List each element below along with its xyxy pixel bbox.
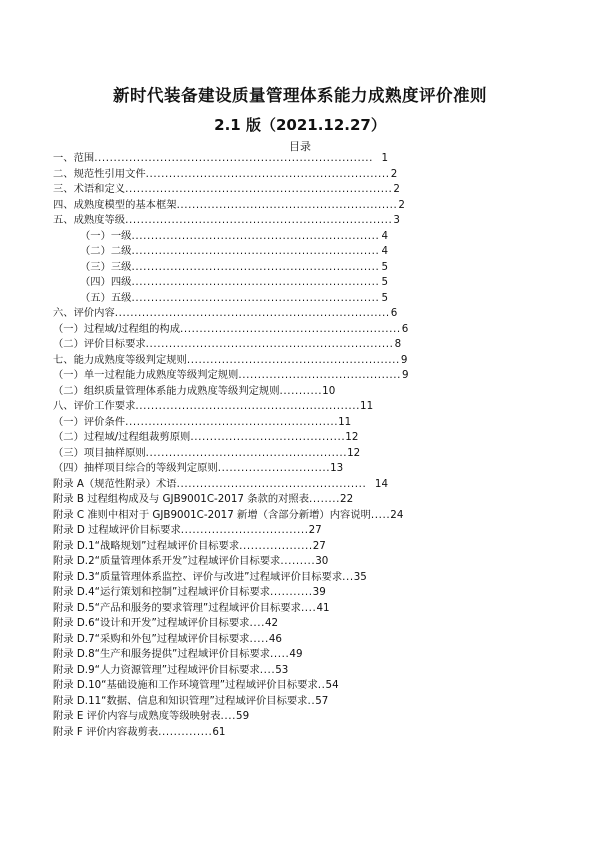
toc-entry-leader: ..... <box>249 632 269 645</box>
toc-entry[interactable] <box>53 616 278 630</box>
toc-entry-page: 27 <box>312 539 326 552</box>
toc-entry-text: 三、术语和定义 <box>53 183 126 195</box>
toc-entry-page: 13 <box>330 462 344 474</box>
toc-entry-leader: ................................................................ <box>131 276 380 288</box>
toc-entry-leader: ......... <box>280 555 316 567</box>
toc-entry[interactable] <box>53 709 249 723</box>
toc-entry-text: （四）四级 <box>80 276 132 288</box>
toc-entry-leader: ................................. <box>180 524 309 536</box>
toc-entry-text: 附录 D.8“生产和服务提供”过程域评价目标要求 <box>53 648 271 660</box>
toc-entry-text: 八、评价工作要求 <box>53 400 136 412</box>
toc-entry-page: 2 <box>393 183 400 195</box>
toc-entry[interactable] <box>53 322 409 336</box>
toc-entry-leader: ............................................................... <box>145 167 390 180</box>
toc-entry[interactable] <box>80 229 388 243</box>
toc-entry-leader: ....................................................... <box>186 353 400 366</box>
toc-entry-text: 附录 D.5“产品和服务的要求管理”过程域评价目标要求 <box>53 601 301 614</box>
toc-entry-text: 附录 F 评价内容裁剪表 <box>53 725 159 738</box>
toc-entry-leader: ........... <box>279 384 323 397</box>
toc-entry-leader: .... <box>220 710 237 722</box>
toc-entry[interactable] <box>53 151 388 165</box>
toc-entry-page: 8 <box>394 338 402 350</box>
toc-entry-page: 4 <box>381 245 388 257</box>
toc-entry[interactable] <box>53 167 398 181</box>
toc-entry-page: 22 <box>340 493 354 505</box>
toc-entry[interactable] <box>53 477 388 491</box>
toc-entry-text: 附录 E 评价内容与成熟度等级映射表 <box>53 710 221 722</box>
toc-entry-leader: ....................................................... <box>125 415 339 428</box>
toc-entry[interactable] <box>53 430 358 444</box>
toc-entry-leader: ................... <box>239 539 313 552</box>
toc-entry-leader: ....................................................................... <box>114 307 390 319</box>
toc-entry-page: 9 <box>402 369 409 381</box>
toc-entry-page: 35 <box>353 570 367 583</box>
toc-entry-text: （二）过程域/过程组裁剪原则 <box>53 431 191 443</box>
toc-entry-leader: .... <box>300 601 317 614</box>
toc-entry-page: 12 <box>345 431 359 443</box>
toc-entry[interactable] <box>53 694 328 708</box>
toc-entry-leader: ............................. <box>217 462 331 474</box>
toc-entry-leader: ..................................................................... <box>125 183 393 195</box>
toc-entry-page: 2 <box>390 167 398 180</box>
toc-entry-text: （一）一级 <box>80 229 132 242</box>
toc-entry-text: 四、成熟度模型的基本框架 <box>53 198 177 211</box>
toc-entry-leader: ..... <box>370 508 391 521</box>
toc-entry-page: 3 <box>393 214 400 226</box>
toc-entry-text: 附录 C 准则中相对于 GJB9001C-2017 新增（含部分新增）内容说明 <box>53 508 371 521</box>
toc-entry[interactable] <box>53 601 330 615</box>
toc-entry[interactable] <box>53 508 403 522</box>
toc-entry-text: 附录 D.1“战略规划”过程域评价目标要求 <box>53 539 240 552</box>
toc-entry[interactable] <box>53 632 282 646</box>
document-version: 2.1 版（2021.12.27） <box>214 116 386 134</box>
toc-entry[interactable] <box>53 182 400 196</box>
toc-entry[interactable] <box>80 260 388 274</box>
toc-entry-page: 30 <box>315 555 329 567</box>
toc-entry-page: 61 <box>212 725 226 738</box>
toc-entry-leader: .. <box>317 679 326 691</box>
toc-entry-page: 14 <box>374 477 388 490</box>
toc-entry[interactable] <box>53 461 343 475</box>
toc-entry[interactable] <box>53 570 367 584</box>
toc-entry-page: 11 <box>360 400 374 412</box>
toc-entry-page: 4 <box>381 229 388 242</box>
toc-entry-page: 41 <box>316 601 330 614</box>
toc-entry[interactable] <box>80 244 388 258</box>
toc-entry-leader: ................................................................ <box>131 260 380 273</box>
toc-entry-leader: .................................................... <box>145 446 348 459</box>
toc-entry-text: （三）三级 <box>80 260 132 273</box>
toc-entry-page: 57 <box>315 694 329 707</box>
toc-entry-leader: .... <box>249 617 265 629</box>
toc-entry-page: 6 <box>401 322 409 335</box>
toc-entry-text: 二、规范性引用文件 <box>53 167 146 180</box>
toc-entry-page: 53 <box>275 663 289 676</box>
toc-entry-text: 附录 D.3“质量管理体系监控、评价与改进”过程域评价目标要求 <box>53 570 343 583</box>
toc-entry-leader: ........................................ <box>190 431 346 443</box>
toc-entry-page: 2 <box>398 198 405 211</box>
toc-entry-text: 七、能力成熟度等级判定规则 <box>53 353 187 366</box>
toc-entry[interactable] <box>80 291 388 305</box>
toc-entry-text: 附录 D.6“设计和开发”过程域评价目标要求 <box>53 617 250 629</box>
toc-entry[interactable] <box>53 384 335 398</box>
toc-entry[interactable] <box>53 647 303 661</box>
toc-entry-text: 附录 B 过程组构成及与 GJB9001C-2017 条款的对照表 <box>53 493 310 505</box>
toc-entry-text: 五、成熟度等级 <box>53 214 126 226</box>
toc-entry-page: 5 <box>381 276 388 288</box>
toc-entry-leader: ................................................................ <box>145 338 394 350</box>
toc-entry-leader: ..................................................................... <box>125 214 393 226</box>
toc-entry[interactable] <box>53 337 402 351</box>
toc-entry-leader: ........ <box>309 493 341 505</box>
toc-entry-page: 49 <box>289 648 303 660</box>
toc-entry-page: 5 <box>381 260 388 273</box>
toc-entry-text: 附录 A（规范性附录）术语 <box>53 477 177 490</box>
toc-entry[interactable] <box>53 368 409 382</box>
toc-entry-leader: ......................................................... <box>176 198 398 211</box>
toc-entry-text: 六、评价内容 <box>53 307 115 319</box>
toc-entry-text: 一、范围 <box>53 152 95 164</box>
toc-entry-text: （二）评价目标要求 <box>53 338 146 350</box>
toc-entry-text: 附录 D.9“人力资源管理”过程域评价目标要求 <box>53 663 260 676</box>
toc-entry-page: 9 <box>400 353 408 366</box>
toc-entry-text: 附录 D.11“数据、信息和知识管理”过程域评价目标要求 <box>53 694 308 707</box>
toc-entry-text: （一）过程域/过程组的构成 <box>53 322 181 335</box>
toc-entry[interactable] <box>53 353 408 367</box>
toc-entry-text: （四）抽样项目综合的等级判定原则 <box>53 462 218 474</box>
toc-entry-leader: .............. <box>158 725 213 738</box>
toc-entry-leader: ................................................................ <box>131 229 380 242</box>
toc-entry[interactable] <box>53 213 400 227</box>
toc-entry-leader: .......................................................... <box>135 400 361 412</box>
toc-entry-leader: ................................................................ <box>131 291 380 304</box>
toc-entry-text: （三）项目抽样原则 <box>53 446 146 459</box>
toc-entry-page: 59 <box>236 710 250 722</box>
toc-entry[interactable] <box>53 554 328 568</box>
toc-entry-text: （五）五级 <box>80 291 132 304</box>
toc-entry[interactable] <box>53 399 373 413</box>
toc-entry-page: 46 <box>268 632 282 645</box>
toc-entry-page: 12 <box>347 446 361 459</box>
toc-entry[interactable] <box>53 725 225 739</box>
toc-entry-leader: ................................................................ <box>131 245 380 257</box>
toc-entry-text: 附录 D.10“基础设施和工作环境管理”过程域评价目标要求 <box>53 679 318 691</box>
toc-entry-text: 附录 D.2“质量管理体系开发”过程域评价目标要求 <box>53 555 281 567</box>
toc-entry-page: 24 <box>390 508 404 521</box>
toc-entry-text: （二）组织质量管理体系能力成熟度等级判定规则 <box>53 384 280 397</box>
toc-entry-leader: .. <box>307 694 316 707</box>
toc-entry-leader: ... <box>342 570 354 583</box>
toc-entry[interactable] <box>80 275 388 289</box>
toc-entry-text: 附录 D.7“采购和外包”过程域评价目标要求 <box>53 632 250 645</box>
toc-entry[interactable] <box>53 523 322 537</box>
toc-entry-text: 附录 D 过程域评价目标要求 <box>53 524 181 536</box>
toc-entry-text: （一）单一过程能力成熟度等级判定规则 <box>53 369 239 381</box>
toc-entry-page: 42 <box>264 617 279 629</box>
toc-entry-page: 11 <box>338 415 352 428</box>
toc-entry-page: 5 <box>381 291 388 304</box>
toc-entry-leader: ................................................. <box>176 477 367 490</box>
toc-entry-text: （二）二级 <box>80 245 132 257</box>
toc-entry-leader: ........... <box>270 586 313 598</box>
toc-entry-leader: ..... <box>270 648 290 660</box>
toc-entry[interactable] <box>53 539 326 553</box>
toc-entry-leader: .......................................... <box>238 369 402 381</box>
toc-entry-page: 10 <box>322 384 336 397</box>
document-title: 新时代装备建设质量管理体系能力成熟度评价准则 <box>113 86 487 105</box>
toc-entry-text: 附录 D.4“运行策划和控制”过程域评价目标要求 <box>53 586 271 598</box>
toc-entry-text: （一）评价条件 <box>53 415 126 428</box>
toc-entry-leader: .... <box>259 663 276 676</box>
toc-entry-page: 27 <box>308 524 322 536</box>
toc-entry[interactable] <box>53 306 398 320</box>
toc-entry[interactable] <box>53 198 405 212</box>
toc-entry-leader: ........................................................................ <box>94 152 374 164</box>
toc-entry-page: 39 <box>312 586 326 598</box>
toc-entry[interactable] <box>53 663 288 677</box>
toc-entry[interactable] <box>53 678 339 692</box>
toc-entry[interactable] <box>53 585 326 599</box>
toc-entry-leader: ......................................................... <box>180 322 401 335</box>
toc-entry-page: 54 <box>325 679 339 691</box>
toc-entry[interactable] <box>53 492 353 506</box>
toc-entry-page: 1 <box>381 152 388 164</box>
toc-heading: 目录 <box>289 140 311 153</box>
toc-entry-page: 6 <box>390 307 398 319</box>
toc-entry[interactable] <box>53 446 360 460</box>
toc-entry[interactable] <box>53 415 351 429</box>
